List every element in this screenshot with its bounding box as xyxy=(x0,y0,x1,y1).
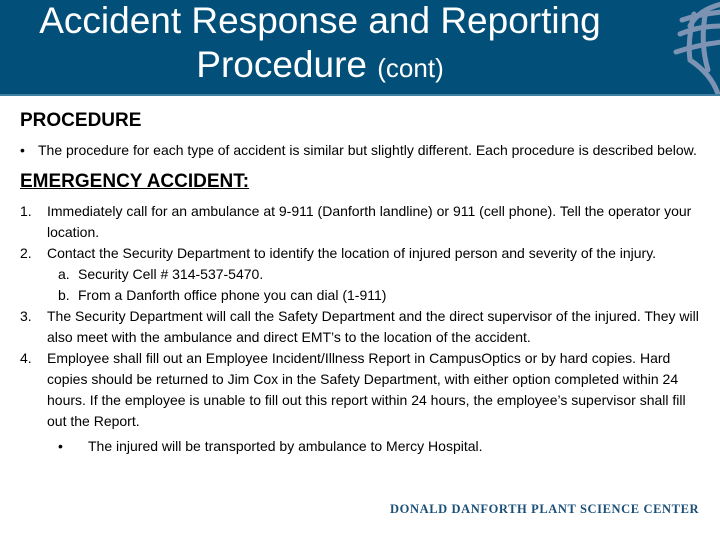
title-suffix: (cont) xyxy=(377,53,444,83)
globe-grid-icon xyxy=(650,0,720,94)
hospital-note xyxy=(20,436,700,457)
title-line-1: Accident Response and Reporting xyxy=(39,0,601,41)
procedure-bullet xyxy=(20,140,700,161)
substep-letter: b. xyxy=(58,287,70,303)
step-text: Contact the Security Department to identify the location of injured person and severity of the injury. xyxy=(47,245,657,261)
substep-letter: a. xyxy=(58,266,70,282)
step-text: Employee shall fill out an Employee Incident/Illness Report in CampusOptics or by hard copies. Hard copies should be returned to Jim Cox in the Safety Department, with either option completed within 24 hours. If the employee is unable to fill out this report within 24 hours, the employee’s supervisor shall fill out the Report. xyxy=(47,350,686,429)
substep-text: Security Cell # 314-537-5470. xyxy=(78,266,264,282)
step-number: 4. xyxy=(20,350,32,366)
bullet-icon: • xyxy=(58,438,63,454)
organization-logo-text: DONALD DANFORTH PLANT SCIENCE CENTER xyxy=(390,502,700,516)
step-1 xyxy=(20,201,700,243)
step-2 xyxy=(20,243,700,264)
step-3 xyxy=(20,306,700,348)
title-main: Procedure xyxy=(196,44,367,85)
bullet-icon: • xyxy=(20,142,25,158)
substep-text: From a Danforth office phone you can dial (1-911) xyxy=(78,287,387,303)
step-4 xyxy=(20,348,700,432)
emergency-heading: EMERGENCY ACCIDENT: xyxy=(20,171,250,192)
step-number: 3. xyxy=(20,308,32,324)
title-banner xyxy=(0,0,720,96)
slide-title xyxy=(0,0,640,90)
slide-body xyxy=(20,108,700,457)
step-text: The Security Department will call the Safety Department and the direct supervisor of the injured. They will also meet with the ambulance and direct EMT’s to the location of the accident. xyxy=(47,308,699,345)
step-text: Immediately call for an ambulance at 9-911 (Danforth landline) or 911 (cell phone). Tell the operator your location. xyxy=(47,203,692,240)
step-number: 2. xyxy=(20,245,32,261)
step-2b xyxy=(20,285,700,306)
hospital-note-text: The injured will be transported by ambulance to Mercy Hospital. xyxy=(88,438,483,454)
step-2a xyxy=(20,264,700,285)
title-line-2 xyxy=(0,43,640,90)
step-number: 1. xyxy=(20,203,32,219)
procedure-bullet-text: The procedure for each type of accident is similar but slightly different. Each procedure is described below. xyxy=(38,142,697,158)
procedure-heading: PROCEDURE xyxy=(20,110,142,131)
